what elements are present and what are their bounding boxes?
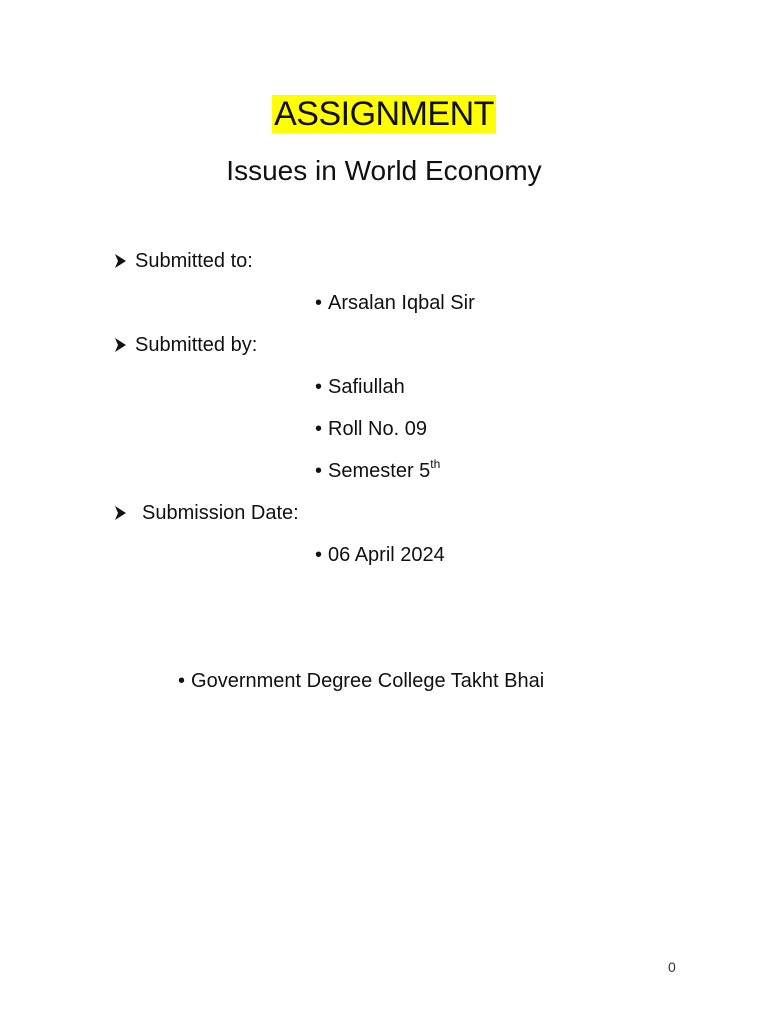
roll-number: Roll No. 09 (328, 418, 427, 440)
list-item (315, 416, 427, 442)
list-item (315, 542, 445, 568)
list-item (315, 290, 475, 316)
submission-date-label: Submission Date: (142, 502, 299, 524)
submission-date-heading (114, 500, 299, 526)
submitted-by-heading (114, 332, 257, 358)
bullet-icon: • (315, 292, 323, 314)
student-name: Safiullah (328, 376, 405, 398)
submission-date: 06 April 2024 (328, 544, 445, 566)
list-item (315, 458, 440, 484)
semester: Semester 5 (328, 460, 431, 482)
arrow-bullet-icon (114, 253, 127, 269)
bullet-icon: • (315, 544, 323, 566)
submitted-to-label: Submitted to: (135, 250, 253, 272)
document-title (0, 92, 768, 136)
document-subtitle: Issues in World Economy (226, 155, 542, 186)
title-highlight: ASSIGNMENT (274, 95, 494, 133)
list-item (315, 374, 405, 400)
bullet-icon: • (315, 376, 323, 398)
arrow-bullet-icon (114, 337, 127, 353)
bullet-icon: • (315, 460, 323, 482)
arrow-bullet-icon (114, 505, 127, 521)
college-name (178, 668, 544, 694)
page-number: 0 (668, 959, 676, 975)
bullet-icon: • (178, 670, 186, 692)
submitted-to-heading (114, 248, 253, 274)
semester-superscript: th (430, 457, 441, 471)
submitted-by-label: Submitted by: (135, 334, 258, 356)
bullet-icon: • (315, 418, 323, 440)
college-label: Government Degree College Takht Bhai (191, 670, 545, 692)
teacher-name: Arsalan Iqbal Sir (328, 292, 475, 314)
